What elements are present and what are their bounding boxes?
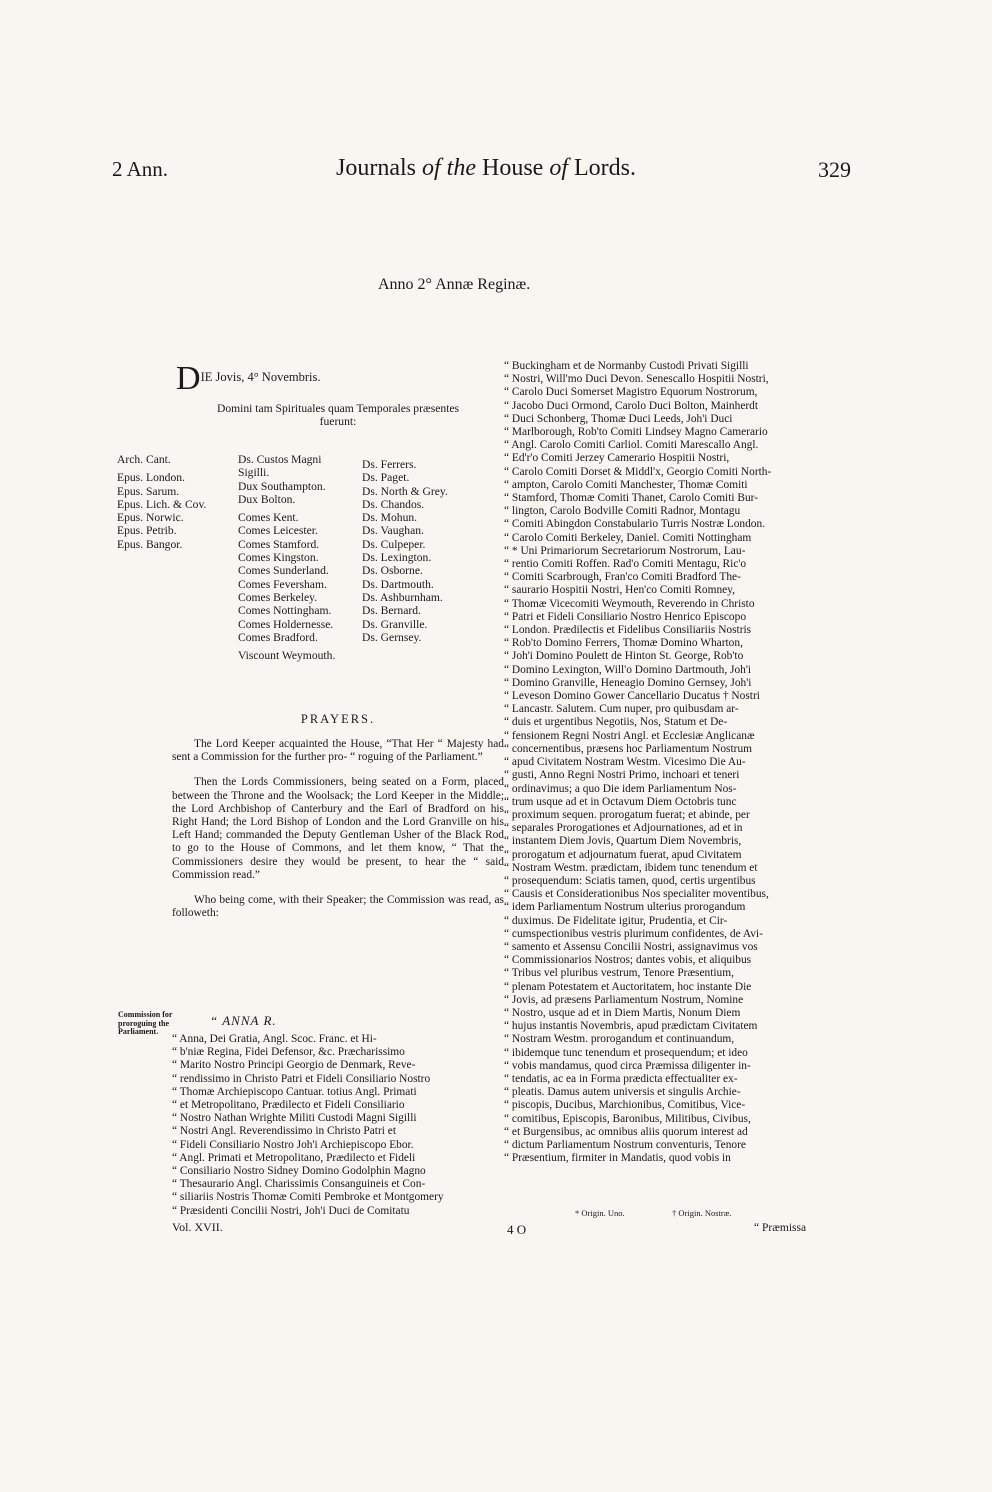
header-regnal-year: 2 Ann. xyxy=(112,157,169,181)
roll-entry: Viscount Weymouth. xyxy=(238,649,336,663)
day-heading: $D_{IE Jovis, 4^\circ Novembris.}$ xyxy=(176,360,321,397)
text-line: “ lington, Carolo Bodville Comiti Radnor, Montagu xyxy=(504,505,741,518)
roll-entry: Epus. Lich. & Cov. xyxy=(117,497,207,511)
roll-entry: Ds. Bernard. xyxy=(362,604,421,618)
roll-entry: Comes Feversham. xyxy=(238,577,327,591)
text-line: “ * Uni Primariorum Secretariorum Nostrorum, Lau- xyxy=(504,544,746,557)
roll-entry: Ds. Ashburnham. xyxy=(362,590,443,604)
roll-entry: Comes Bradford. xyxy=(238,630,318,644)
text-line: “ apud Civitatem Nostram Westm. Vicesimo Die Au- xyxy=(504,756,746,769)
present-heading: Domini tam Spirituales quam Temporales præsentes fuerunt: xyxy=(216,402,460,429)
roll-entry: Ds. Granville. xyxy=(362,617,428,631)
left-column-text xyxy=(172,738,504,920)
footnote-2: † Origin. Nostræ. xyxy=(672,1208,732,1218)
text-line: “ prorogatum et adjournatum fuerat, apud Civitatem xyxy=(504,848,742,861)
signature-mark: 4 O xyxy=(507,1222,527,1237)
text-line: “ prosequendum: Sciatis tamen, quod, certis urgentibus xyxy=(504,874,756,887)
text-line: “ Præsentium, firmiter in Mandatis, quod vobis in xyxy=(504,1152,731,1165)
text-line: “ duis et urgentibus Negotiis, Nos, Statum et De- xyxy=(504,716,728,729)
running-title: Anno 2° Annæ Reginæ. xyxy=(378,276,531,293)
roll-entry: Ds. Vaughan. xyxy=(362,524,424,538)
text-line: “ b'niæ Regina, Fidei Defensor, &c. Præcharissimo xyxy=(172,1046,405,1059)
roll-entry: Ds. Osborne. xyxy=(362,564,423,578)
roll-entry: Epus. Sarum. xyxy=(117,484,180,498)
text-line: “ London. Prædilectis et Fidelibus Consiliariis Nostris xyxy=(504,624,752,637)
text-line: “ et Metropolitano, Prædilecto et Fideli Consiliario xyxy=(172,1099,405,1112)
roll-entry: Sigilli. xyxy=(238,466,270,480)
text-line: “ Lancastr. Salutem. Cum nuper, pro quibusdam ar- xyxy=(504,703,739,716)
roll-entry: Comes Nottingham. xyxy=(238,604,332,618)
roll-entry: Dux Southampton. xyxy=(238,479,326,493)
roll-entry: Ds. Ferrers. xyxy=(362,458,417,471)
text-line: “ trum usque ad et in Octavum Diem Octobris tunc xyxy=(504,795,737,808)
roll-entry: Epus. Bangor. xyxy=(117,537,183,551)
roll-entry: Comes Holdernesse. xyxy=(238,617,334,631)
text-line: “ rentio Comiti Roffen. Rad'o Comiti Mentagu, Ric'o xyxy=(504,558,747,571)
text-line: “ Consiliario Nostro Sidney Domino Godolphin Magno xyxy=(172,1165,426,1178)
catchword: “ Præmissa xyxy=(754,1222,807,1234)
text-line: “ Thomæ Vicecomiti Weymouth, Reverendo in Christo xyxy=(504,597,755,610)
text-line: “ duximus. De Fidelitate igitur, Prudentia, et Cir- xyxy=(504,914,728,927)
roll-entry: Ds. Custos Magni xyxy=(238,453,322,466)
roll-col-bishops xyxy=(117,453,227,551)
roll-entry: Ds. Chandos. xyxy=(362,497,425,511)
roll-entry: Ds. Dartmouth. xyxy=(362,577,434,591)
text-line: “ Nostri Angl. Reverendissimo in Christo Patri et xyxy=(172,1125,396,1138)
paragraph-commissioners: Then the Lords Commissioners, being seated on a Form, placed between the Throne and the Woolsack; the Lord Keeper in the Middle; the Lord Archbishop of Canterbury and the Earl of Bradford on his Right Hand; the Lord Bishop of London and the Lord Granville on his Left Hand; commanded the Deputy Gentleman Usher of the Black Rod to go to the House of Commons, and let them know, “ That the Commissioners desire they would be present, to hear the “ said Commission read.” xyxy=(172,776,504,881)
text-line: “ hujus instantis Novembris, apud prædictam Civitatem xyxy=(504,1020,758,1033)
text-line: “ comitibus, Episcopis, Baronibus, Militibus, Civibus, xyxy=(504,1112,751,1125)
text-line: “ Jovis, ad præsens Parliamentum Nostrum, Nomine xyxy=(504,993,744,1006)
text-line: “ fensionem Regni Nostri Angl. et Ecclesiæ Anglicanæ xyxy=(504,729,755,742)
text-line: “ Domino Lexington, Will'o Domino Dartmouth, Joh'i xyxy=(504,663,752,676)
volume-label: Vol. XVII. xyxy=(172,1220,223,1234)
text-line: “ gusti, Anno Regni Nostri Primo, inchoari et teneri xyxy=(504,769,740,782)
roll-col-temporal xyxy=(238,453,358,662)
text-line: “ Domino Granville, Heneagio Domino Gernsey, Joh'i xyxy=(504,676,752,689)
text-line: “ Marlborough, Rob'to Comiti Lindsey Magno Camerario xyxy=(504,426,768,439)
text-line: “ Rob'to Domino Ferrers, Thomæ Domino Wharton, xyxy=(504,637,743,650)
text-line: “ Patri et Fideli Consiliario Nostro Henrico Episcopo xyxy=(504,610,747,623)
page-number: 329 xyxy=(818,157,851,182)
text-line: “ Comiti Scarbrough, Fran'co Comiti Bradford The- xyxy=(504,571,741,584)
paragraph-commission-read: Who being come, with their Speaker; the Commission was read, as followeth: xyxy=(172,894,504,920)
text-line: “ Stamford, Thomæ Comiti Thanet, Carolo Comiti Bur- xyxy=(504,492,759,505)
text-line: “ instantem Diem Jovis, Quartum Diem Novembris, xyxy=(504,835,742,848)
roll-entry: Comes Leicester. xyxy=(238,524,318,538)
text-line: “ Comiti Abingdon Constabulario Turris Nostræ London. xyxy=(504,518,766,531)
text-line: “ piscopis, Ducibus, Marchionibus, Comitibus, Vice- xyxy=(504,1099,746,1112)
text-line: “ et Burgensibus, ac omnibus aliis quorum interest ad xyxy=(504,1125,748,1138)
text-line: “ Ed'r'o Comiti Jerzey Camerario Hospitii Nostri, xyxy=(504,452,730,465)
text-line: “ ibidemque tunc tenendum et prosequendum; et ideo xyxy=(504,1046,748,1059)
text-line: “ Nostri, Will'mo Duci Devon. Senescallo Hospitii Nostri, xyxy=(504,373,769,386)
roll-entry: Comes Kent. xyxy=(238,511,299,525)
roll-entry: Ds. Gernsey. xyxy=(362,630,422,644)
text-line: “ Commissionarios Nostros; dantes vobis, et aliquibus xyxy=(504,954,752,967)
text-line: “ saurario Hospitii Nostri, Hen'co Comiti Romney, xyxy=(504,584,735,597)
commission-text-right xyxy=(504,360,834,1165)
footnote-1: * Origin. Uno. xyxy=(575,1208,625,1218)
text-line: “ Buckingham et de Normanby Custodi Privati Sigilli xyxy=(504,360,749,372)
text-line: “ Thomæ Archiepiscopo Cantuar. totius Angl. Primati xyxy=(172,1085,417,1098)
roll-entry: Comes Berkeley. xyxy=(238,590,318,604)
paragraph-lord-keeper: The Lord Keeper acquainted the House, “That Her “ Majesty had sent a Commission for the further pro- “ roguing of the Parliament.” xyxy=(172,738,504,764)
text-line: “ Tribus vel pluribus vestrum, Tenore Præsentium, xyxy=(504,967,734,980)
roll-entry: Comes Kingston. xyxy=(238,551,319,565)
roll-entry: Ds. Culpeper. xyxy=(362,537,426,551)
text-line: “ Carolo Duci Somerset Magistro Equorum Nostrorum, xyxy=(504,386,758,399)
text-line: “ separales Prorogationes et Adjournationes, ad et in xyxy=(504,822,743,835)
prayers-heading: PRAYERS. xyxy=(300,712,376,726)
text-line: “ Marito Nostro Principi Georgio de Denmark, Reve- xyxy=(172,1059,416,1072)
text-line: “ vobis mandamus, quod circa Præmissa diligenter in- xyxy=(504,1059,751,1072)
text-line: “ Præsidenti Concilii Nostri, Joh'i Duci de Comitatu xyxy=(172,1204,410,1217)
text-line: “ cumspectionibus vestris plurimum confidentes, de Avi- xyxy=(504,927,763,940)
text-line: “ pleatis. Damus autem universis et singulis Archie- xyxy=(504,1086,741,1099)
text-line: “ tendatis, ac ea in Forma prædicta effectualiter ex- xyxy=(504,1072,738,1085)
roll-col-barons xyxy=(362,453,482,644)
roll-entry: Epus. Petrib. xyxy=(117,524,177,538)
text-line: “ Angl. Carolo Comiti Carliol. Comiti Marescallo Angl. xyxy=(504,439,759,452)
margin-note: Commission for proroguing the Parliament. xyxy=(118,1010,173,1037)
text-line: “ Leveson Domino Gower Cancellario Ducatus † Nostri xyxy=(504,690,760,703)
header-title: Journals of the House of Lords. xyxy=(336,155,636,181)
text-line: “ siliariis Nostris Thomæ Comiti Pembroke et Montgomery xyxy=(172,1191,444,1204)
roll-entry: Ds. Paget. xyxy=(362,471,410,485)
roll-entry: Ds. Lexington. xyxy=(362,551,432,565)
text-line: “ Nostram Westm. prædictam, ibidem tunc tenendum et xyxy=(504,861,758,874)
roll-entry: Comes Stamford. xyxy=(238,537,320,551)
roll-entry: Comes Sunderland. xyxy=(238,564,329,578)
text-line: “ Angl. Primati et Metropolitano, Prædilecto et Fideli xyxy=(172,1151,416,1164)
text-line: “ rendissimo in Christo Patri et Fideli Consiliario Nostro xyxy=(172,1072,431,1085)
roll-entry: Arch. Cant. xyxy=(117,453,171,466)
text-line: “ samento et Assensu Concilii Nostri, assignavimus vos xyxy=(504,940,758,953)
text-line: “ ordinavimus; a quo Die idem Parliamentum Nos- xyxy=(504,782,737,795)
text-line: “ Duci Schonberg, Thomæ Duci Leeds, Joh'i Duci xyxy=(504,412,733,425)
text-line: “ dictum Parliamentum Nostrum conventuris, Tenore xyxy=(504,1138,746,1151)
text-line: “ Fideli Consiliario Nostro Joh'i Archiepiscopo Ebor. xyxy=(172,1138,414,1151)
text-line: “ Carolo Comiti Berkeley, Daniel. Comiti Nottingham xyxy=(504,531,752,544)
text-line: “ Joh'i Domino Poulett de Hinton St. George, Rob'to xyxy=(504,650,744,663)
anna-heading: “ ANNA R. xyxy=(210,1013,277,1028)
roll-entry: Dux Bolton. xyxy=(238,492,296,506)
text-line: “ Nostro, usque ad et in Diem Martis, Nonum Diem xyxy=(504,1006,741,1019)
roll-entry: Ds. Mohun. xyxy=(362,511,418,525)
drop-initial: D xyxy=(176,360,201,397)
text-line: “ Carolo Comiti Dorset & Middl'x, Georgio Comiti North- xyxy=(504,465,772,478)
text-line: “ Thesaurario Angl. Charissimis Consanguineis et Con- xyxy=(172,1178,426,1191)
text-line: “ ampton, Carolo Comiti Manchester, Thomæ Comiti xyxy=(504,478,748,491)
text-line: “ Anna, Dei Gratia, Angl. Scoc. Franc. et Hi- xyxy=(172,1033,377,1045)
text-line: “ Causis et Considerationibus Nos specialiter moventibus, xyxy=(504,888,769,901)
roll-entry: Epus. London. xyxy=(117,471,185,485)
commission-text-left xyxy=(172,1033,504,1218)
text-line: “ Nostro Nathan Wrighte Militi Custodi Magni Sigilli xyxy=(172,1112,417,1125)
text-line: “ Jacobo Duci Ormond, Carolo Duci Bolton, Mainherdt xyxy=(504,399,759,412)
text-line: “ idem Parliamentum Nostrum ulterius prorogandum xyxy=(504,901,746,914)
text-line: “ plenam Potestatem et Auctoritatem, hoc instante Die xyxy=(504,980,752,993)
text-line: “ proximum sequen. prorogatum fuerat; et abinde, per xyxy=(504,808,750,821)
roll-entry: Ds. North & Grey. xyxy=(362,484,448,498)
text-line: “ concernentibus, præsens hoc Parliamentum Nostrum xyxy=(504,742,753,755)
roll-entry: Epus. Norwic. xyxy=(117,511,184,525)
text-line: “ Nostram Westm. prorogandum et continuandum, xyxy=(504,1033,735,1046)
